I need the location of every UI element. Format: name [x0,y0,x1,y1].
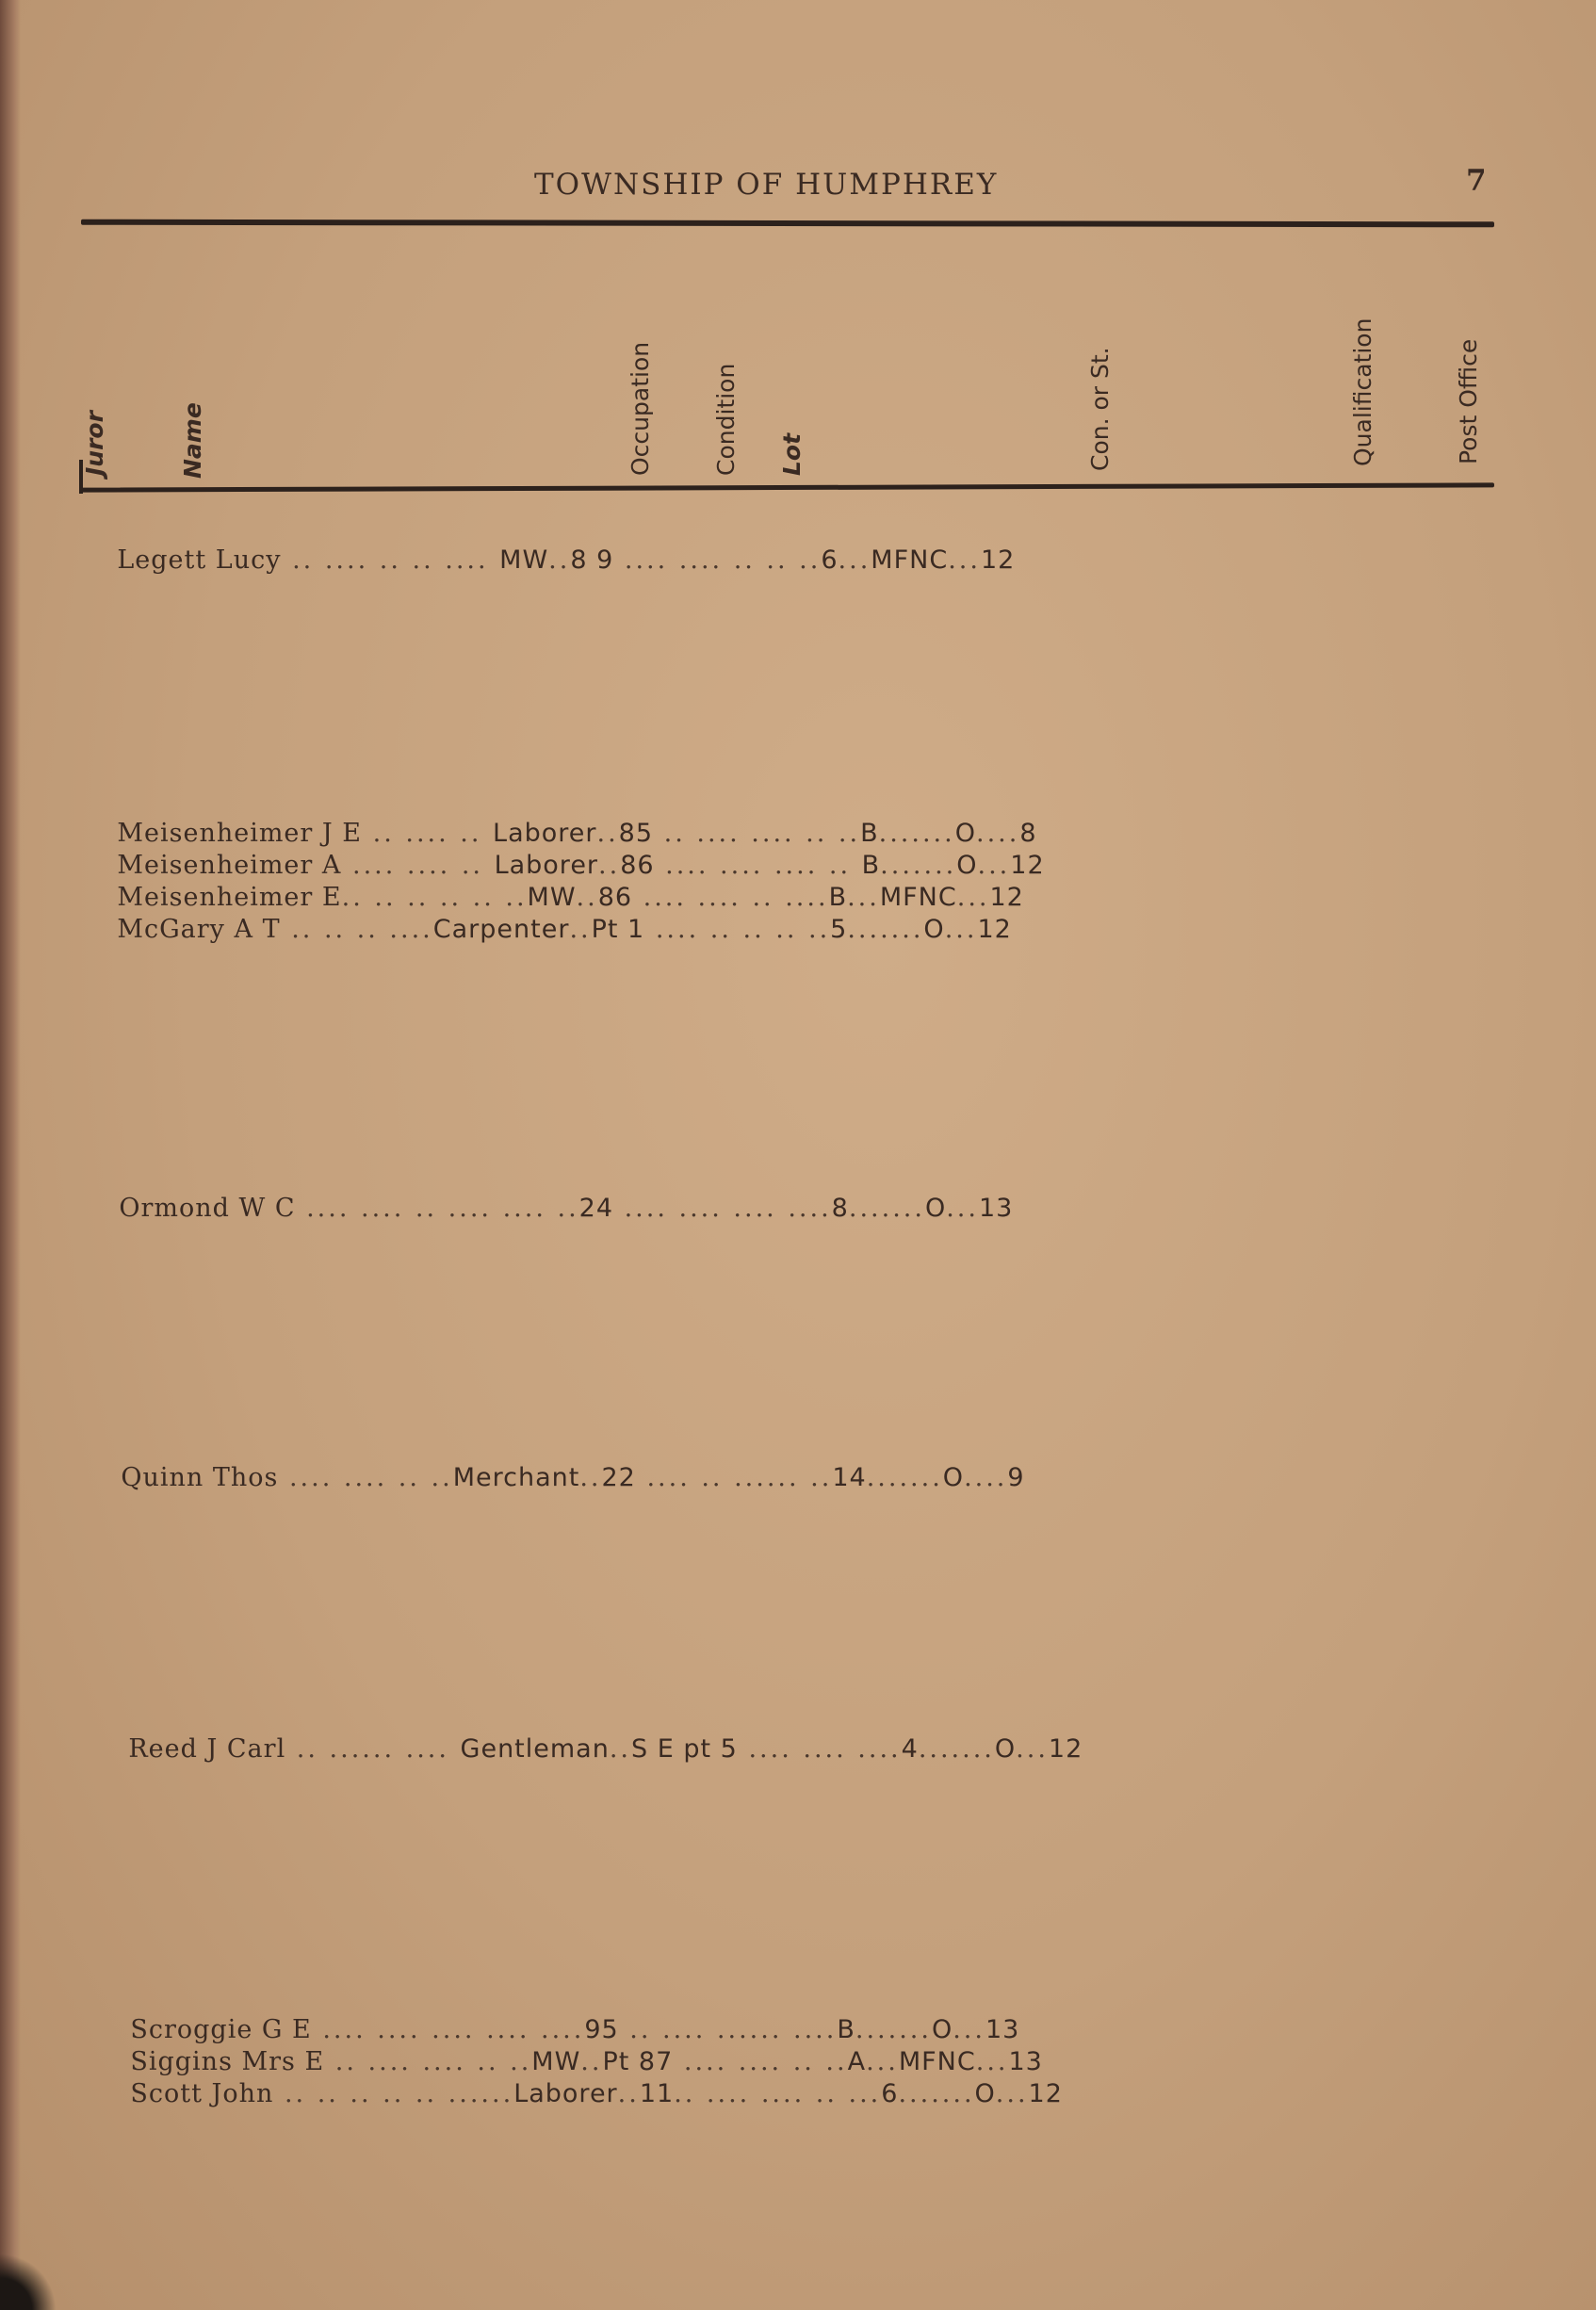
occupation-value: MW [499,545,549,575]
qualification-value: O [994,1734,1017,1764]
dot-leader: .... .... .. .. .. [613,545,822,575]
dot-leader: .. [569,915,592,944]
dot-leader: .. .. .. .... [280,915,433,944]
dot-leader: ....... [855,2015,932,2044]
con-value: 14 [832,1463,867,1492]
dot-leader: .... [975,819,1020,848]
dot-leader: .... .... .... .... [613,1194,832,1223]
header-top-rule [81,220,1494,228]
juror-name: Siggins Mrs E [130,2047,325,2076]
dot-leader: .. .... .. [362,819,494,848]
juror-name: McGary A T [117,915,281,944]
dot-leader: ... [953,2015,985,2044]
dot-leader: .. [596,819,619,848]
column-header-occupation: Occupation [627,341,654,476]
lot-value: 85 [618,819,654,848]
lot-value: 95 [584,2015,619,2044]
post-office-value: 12 [989,883,1024,912]
dot-leader: ... [977,851,1011,880]
con-value: 6 [881,2079,899,2108]
dot-leader: .... .... .... [737,1734,902,1764]
dot-leader: .... .... .. .... .... .. [295,1194,579,1223]
post-office-value: 12 [977,915,1012,944]
dot-leader: ... [956,883,990,912]
con-value: 5 [830,915,848,944]
con-value: B [860,819,879,848]
dot-leader: .... .. .. .. .. [644,915,831,944]
con-value: A [847,2047,867,2076]
page-corner-shadow [0,2253,57,2310]
dot-leader: ... [975,2047,1009,2076]
dot-leader: .. .... .... .. ... [674,2079,882,2108]
juror-name: Meisenheimer E [117,883,342,912]
dot-leader: ....... [898,2079,975,2108]
list-item [85,1434,1025,1521]
list-item [92,1705,1083,1793]
running-head: TOWNSHIP OF HUMPHREY [534,168,999,202]
dot-leader: .... .... .. .. [673,2047,848,2076]
con-value: 6 [821,545,839,575]
juror-name: Ormond W C [119,1194,296,1223]
lot-value: 11 [639,2079,675,2108]
qualification-value: MFNC [879,883,957,912]
dot-leader: ... [838,545,871,575]
column-header-qualification: Qualification [1349,317,1376,466]
page-number: 7 [1466,164,1487,198]
qualification-value: O [942,1463,965,1492]
post-office-value: 13 [1008,2047,1043,2076]
dot-leader: ... [847,883,880,912]
column-header-name: Name [179,402,206,479]
con-value: B [828,883,848,912]
juror-name: Meisenheimer J E [117,819,363,848]
dot-leader: .. .. .. .. .. .. [341,883,528,912]
post-office-value: 13 [978,1194,1014,1223]
occupation-value: Laborer [513,2079,618,2108]
occupation-value: Merchant [452,1463,580,1492]
dot-leader: ... [995,2079,1029,2108]
dot-leader: .... .... .... .. [654,851,862,880]
qualification-value: MFNC [898,2047,976,2076]
header-bottom-rule [81,482,1494,492]
dot-leader: .. .. .. .. .. ...... [273,2079,514,2108]
dot-leader: .. .... .... .. .. [653,819,861,848]
qualification-value: O [923,915,945,944]
occupation-value: Laborer [494,851,599,880]
dot-leader: .. [617,2079,640,2108]
juror-name: Quinn Thos [121,1463,279,1492]
dot-leader: ....... [848,1194,925,1223]
dot-leader: ....... [866,1463,943,1492]
lot-value: 86 [597,883,633,912]
juror-name: Scroggie G E [130,2015,312,2044]
dot-leader: ....... [878,819,955,848]
column-header-con: Con. or St. [1086,347,1114,471]
dot-leader: .. [579,1463,602,1492]
con-value: 8 [831,1194,849,1223]
qualification-value: O [954,819,976,848]
lot-value: 8 9 [570,545,614,575]
post-office-value: 12 [980,545,1016,575]
con-value: B [861,851,881,880]
juror-name: Meisenheimer A [117,851,342,880]
dot-leader: .. .... ...... .... [618,2015,838,2044]
lot-value: Pt 1 [591,915,645,944]
occupation-value: Laborer [493,819,597,848]
dot-leader: .. [576,883,598,912]
dot-leader: .. [598,851,621,880]
dot-leader: ....... [880,851,957,880]
dot-leader: .... [964,1463,1008,1492]
con-value: 4 [901,1734,919,1764]
lot-value: 86 [620,851,655,880]
dot-leader: ... [1016,1734,1049,1764]
list-item [94,2050,1063,2138]
qualification-value: O [956,851,978,880]
post-office-value: 12 [1028,2079,1063,2108]
qualification-value: O [924,1194,947,1223]
dot-leader: ... [866,2047,899,2076]
dot-leader: .... .. ...... .. [635,1463,833,1492]
book-spine-shadow [0,0,21,2310]
occupation-value: Gentleman [460,1734,610,1764]
column-header-post-office: Post Office [1455,338,1482,464]
con-value: B [837,2015,855,2044]
dot-leader: ... [946,1194,979,1223]
dot-leader: ....... [847,915,924,944]
juror-name: Reed J Carl [128,1734,286,1764]
occupation-value: MW [527,883,577,912]
dot-leader: .. .... .... .. .. [324,2047,532,2076]
dot-leader: ... [948,545,981,575]
post-office-value: 8 [1019,819,1037,848]
dot-leader: .... .... .. [341,851,495,880]
list-item [83,1164,1013,1252]
lot-value: 24 [578,1194,614,1223]
qualification-value: O [931,2015,953,2044]
dot-leader: .... .... .. .. [278,1463,453,1492]
list-item [81,886,1012,973]
qualification-value: MFNC [871,545,949,575]
lot-value: 22 [601,1463,636,1492]
lot-value: S E pt 5 [631,1734,738,1764]
dot-leader: .. [580,2047,603,2076]
dot-leader: .... .... .. .... [632,883,829,912]
post-office-value: 13 [985,2015,1020,2044]
juror-name: Legett Lucy [117,545,282,575]
dot-leader: ....... [918,1734,995,1764]
juror-name: Scott John [130,2079,274,2108]
dot-leader: .. [609,1734,632,1764]
dot-leader: .. [548,545,571,575]
column-header-juror: Juror [81,411,108,476]
post-office-value: 12 [1010,851,1045,880]
column-header-lot: Lot [778,432,806,476]
post-office-value: 12 [1048,1734,1083,1764]
dot-leader: .... .... .... .... .... [311,2015,585,2044]
occupation-value: MW [531,2047,581,2076]
dot-leader: .. ...... .... [285,1734,461,1764]
lot-value: Pt 87 [602,2047,674,2076]
dot-leader: .. .... .. .. .... [281,545,500,575]
dot-leader: ... [944,915,978,944]
qualification-value: O [974,2079,996,2108]
post-office-value: 9 [1007,1463,1025,1492]
column-header-condition: Condition [712,363,740,476]
occupation-value: Carpenter [432,915,570,944]
list-item [81,516,1015,604]
